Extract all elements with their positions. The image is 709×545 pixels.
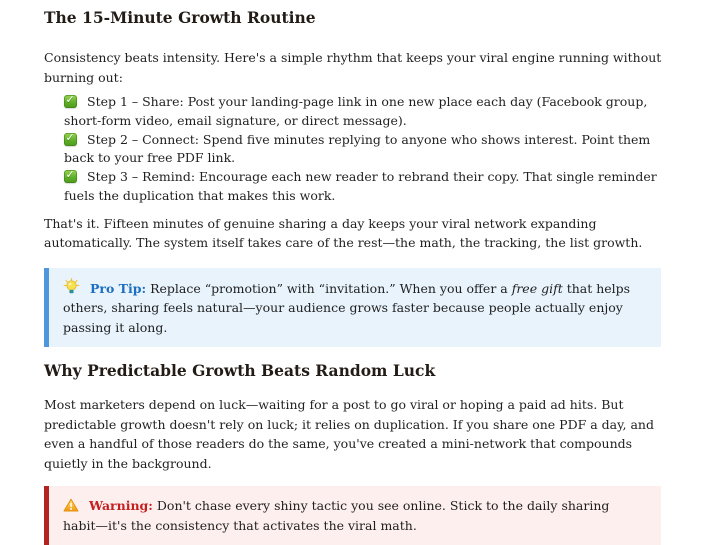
check-icon	[64, 95, 77, 108]
section-heading-growth-routine: The 15-Minute Growth Routine	[44, 8, 316, 27]
intro-paragraph: Consistency beats intensity. Here's a simple rhythm that keeps your viral engine running without burning out:	[44, 50, 662, 85]
outro-paragraph: That's it. Fifteen minutes of genuine sharing a day keeps your viral network expanding automatically. The system itself takes care of the rest—the math, the tracking, the list growth.	[44, 215, 643, 251]
warning-content	[63, 496, 645, 535]
section-heading-predictable-growth: Why Predictable Growth Beats Random Luck	[44, 361, 436, 381]
pro-tip-content	[63, 278, 645, 338]
pro-tip-text-italic: free gift	[511, 280, 563, 296]
warning-label: Warning:	[89, 498, 153, 514]
warning-text: Don't chase every shiny tactic you see online. Stick to the daily sharing habit—it's the consistency that activates the viral math.	[63, 498, 610, 533]
checklist-item	[64, 168, 679, 206]
pro-tip-callout	[44, 268, 661, 348]
pro-tip-label: Pro Tip:	[90, 280, 147, 296]
checklist-item	[64, 131, 679, 169]
warning-callout	[44, 486, 661, 545]
check-icon	[64, 133, 77, 146]
checklist-item-text: Step 1 – Share: Post your landing-page link in one new place each day (Facebook group, short-form video, email signature, or direct message).	[64, 94, 648, 128]
predictable-growth-paragraph: Most marketers depend on luck—waiting for a post to go viral or hoping a paid ad hits. But predictable growth doesn't rely on luck; it relies on duplication. If you share one PDF a day, and even a handful of those readers do the same, you've created a mini-network that compounds quietly in the background.	[44, 397, 654, 471]
lightbulb-icon	[63, 278, 80, 296]
warning-icon	[63, 498, 79, 513]
growth-routine-checklist	[44, 93, 679, 206]
pro-tip-text-1: Replace “promotion” with “invitation.” When you offer a	[146, 280, 512, 296]
pro-tip-text-2: that helps others, sharing feels natural—your audience grows faster because people actually enjoy passing it along.	[63, 280, 631, 335]
check-icon	[64, 170, 77, 183]
checklist-item	[64, 93, 679, 131]
checklist-item-text: Step 2 – Connect: Spend five minutes replying to anyone who shows interest. Point them back to your free PDF link.	[64, 131, 651, 166]
checklist-item-text: Step 3 – Remind: Encourage each new reader to rebrand their copy. That single reminder fuels the duplication that makes this work.	[64, 169, 657, 203]
